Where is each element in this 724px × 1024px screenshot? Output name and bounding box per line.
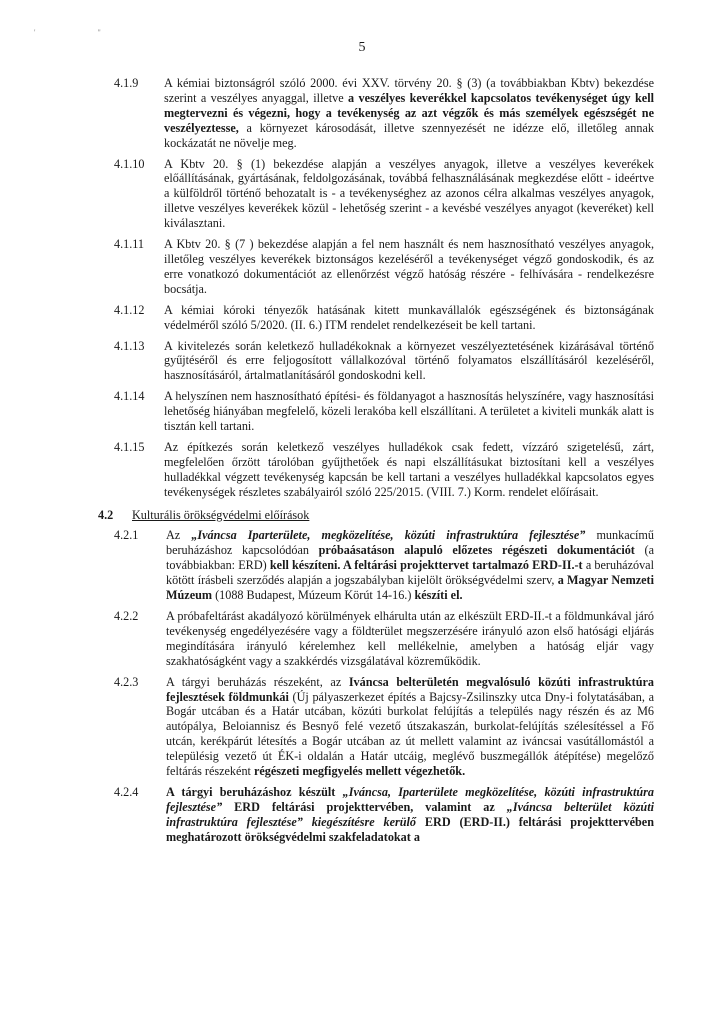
- paragraph-item: [114, 440, 654, 500]
- text-run: A próbafeltárást akadályozó körülmények elhárulta után az elkészült ERD-II.-t a földmunkával járó tevékenység engedélyezésére vagy a földterület megszerzésére irányuló azon első hatósági eljárás megindítására irányuló kérelemhez kell mellékelnie, amelyben a hatóság eljár vagy szakhatóságként vagy a szakkérdés vizsgálatával közreműködik.: [166, 609, 654, 668]
- text-run: a veszélyes keverékkel kapcsolatos tevékenységet úgy kell megtervezni és végezni, hogy a tevékenység az azt végzők és más személyek egészségét ne veszélyeztesse,: [164, 90, 654, 135]
- section-4-2-list: [114, 528, 654, 844]
- text-run: A tárgyi beruházáshoz készült: [166, 784, 343, 799]
- text-run: „Iváncsa belterület közúti infrastruktúra fejlesztése” kiegészítésre kerülő: [166, 799, 654, 829]
- paragraph-number: 4.1.11: [114, 237, 145, 252]
- paragraph-text: [166, 675, 654, 779]
- paragraph-number: 4.2.4: [114, 784, 139, 799]
- paragraph-item: [114, 609, 654, 669]
- document-body: [98, 76, 655, 851]
- scan-marks: ' ": [34, 28, 131, 37]
- text-run: a beruházóval kötött írásbeli szerződés alapján a jogszabályban kijelölt örökségvédelmi szerv,: [166, 558, 654, 588]
- text-run: Iváncsa belterületén megvalósuló közúti infrastruktúra fejlesztések földmunkái: [166, 674, 654, 704]
- text-run: „Iváncsa Iparterülete, megközelítése, közúti infrastruktúra fejlesztése”: [191, 528, 586, 543]
- paragraph-number: 4.1.12: [114, 302, 145, 317]
- page-number: 5: [358, 40, 366, 55]
- text-run: A kémiai biztonságról szóló 2000. évi XXV. törvény 20. § (3) (a továbbiakban Kbtv) bekezdése szerint a veszélyes anyaggal, illetve: [164, 76, 654, 105]
- section-4-1-list: [114, 76, 654, 500]
- paragraph-text: [164, 157, 654, 232]
- paragraph-text: [164, 389, 654, 434]
- text-run: Az: [166, 528, 192, 543]
- paragraph-item: [114, 157, 654, 232]
- text-run: A kivitelezés során keletkező hulladékoknak a környezet veszélyeztetésének kizárásával történő gyűjtéséről és erre feljogosított vállalkozóval történő folyamatos elszállításáról kezeléséről, hasznosításáról, ártalmatlanításáról gondoskodni kell.: [164, 338, 654, 383]
- text-run: Az építkezés során keletkező veszélyes hulladékok csak fedett, vízzáró szigetelésű, zárt, megfelelően őrzött tárolóban gyűjthetőek és napi elszállításukat biztosítani kell a veszélyes hulladékkal végzett tevékenység kapcsán be kell tartani a veszélyes hulladékkal kapcsolatos egyes tevékenységek részletes szabályairól szóló 225/2015. (VIII. 7.) Korm. rendelet előírásait.: [164, 439, 654, 499]
- text-run: ERD (ERD-II.) feltárási projekttervében meghatározott örökségvédelmi szakfeladatokat a: [166, 814, 654, 844]
- text-run: régészeti megfigyelés mellett végezhetők.: [253, 764, 466, 779]
- section-title: Kulturális örökségvédelmi előírások: [132, 507, 310, 522]
- paragraph-number: 4.2.1: [114, 528, 139, 543]
- paragraph-text: [164, 237, 654, 297]
- text-run: A Kbtv 20. § (1) bekezdése alapján a veszélyes anyagok, illetve a veszélyes keverékek előállításának, gyártásának, feldolgozásának, továbbá felhasználásának megkezdése előtt - ideértve a külföldről történő behozatalt is - a tevékenységhez az azonos célra alkalmas veszélyes anyagok, illetve veszélyes keverékek közül - lehetőség szerint - a kevésbé veszélyes anyagot (keveréket) kell kiválasztani.: [164, 156, 654, 231]
- section-heading: [98, 508, 654, 523]
- text-run: (1088 Budapest, Múzeum Körút 14-16.): [212, 588, 415, 603]
- text-run: próbaásatáson alapuló előzetes régészeti dokumentációt: [318, 543, 635, 558]
- text-run: ERD feltárási projekttervében, valamint az: [222, 799, 507, 814]
- paragraph-number: 4.1.10: [114, 156, 145, 171]
- text-run: A Kbtv 20. § (7 ) bekezdése alapján a fel nem használt és nem hasznosítható veszélyes anyagok, illetőleg veszélyes keverékek biztonságos kezeléséről a tevékenységet végző gondoskodik, és az erre vonatkozó dokumentációt az ellenőrzést végző hatóság részére - felhívására - rendelkezésre bocsátja.: [164, 237, 654, 296]
- paragraph-item: [114, 76, 654, 151]
- paragraph-number: 4.1.15: [114, 439, 145, 454]
- text-run: A tárgyi beruházás részeként, az: [166, 674, 349, 689]
- paragraph-text: [164, 339, 654, 384]
- text-run: (a továbbiakban: ERD): [166, 543, 655, 573]
- paragraph-number: 4.1.13: [114, 338, 145, 353]
- paragraph-text: [166, 609, 654, 669]
- paragraph-number: 4.2.3: [114, 674, 139, 689]
- paragraph-text: [166, 528, 654, 603]
- text-run: a környezet károsodását, illetve szennyezését ne idézze elő, illetőleg annak kockázatát ne növelje meg.: [164, 120, 654, 150]
- text-run: „Iváncsa, Iparterülete megközelítése, közúti infrastruktúra fejlesztése”: [166, 784, 654, 814]
- paragraph-item: [114, 237, 654, 297]
- paragraph-item: [114, 675, 654, 779]
- text-run: (Új pályaszerkezet építés a Bajcsy-Zsilinszky utca Dny-i folytatásában, a Bogár utcában és a Határ utcában, közúti burkolat felújítás a település nagy részén és az M6 autópálya, Beloiannisz és Besnyő felé vezető útszakaszán, burkolat-felújítás szélesítéssel a Fő utcán, kerékpárút létesítés a Bogár utcában az út mellett valamint az iváncsai vasútállomástól a településig vezető út ÉK-i oldalán a Határ utcáig, meglévő buszmegállók átépítése) megelőző feltárás részeként: [166, 689, 654, 779]
- paragraph-number: 4.1.9: [114, 76, 139, 90]
- text-run: kell készíteni. A feltárási projekttervet tartalmazó ERD-II.-t: [269, 558, 583, 573]
- text-run: munkacímű beruházáshoz kapcsolódóan: [166, 528, 654, 558]
- text-run: készíti el.: [414, 588, 463, 603]
- paragraph-text: [164, 440, 654, 500]
- text-run: a Magyar Nemzeti Múzeum: [166, 573, 654, 603]
- text-run: A helyszínen nem hasznosítható építési- és földanyagot a hasznosítás helyszínére, vagy hasznosítási lehetőség hiányában megfelelő, közeli lerakóba kell elszállítani. A területet a kiviteli munkák alatt is tisztán kell tartani.: [164, 389, 654, 434]
- paragraph-item: [114, 389, 654, 434]
- paragraph-item: [114, 528, 654, 603]
- section-number: 4.2: [98, 507, 114, 522]
- paragraph-item: [114, 339, 654, 384]
- paragraph-number: 4.2.2: [114, 609, 139, 623]
- paragraph-text: [164, 76, 654, 151]
- paragraph-text: [166, 785, 654, 845]
- paragraph-item: [114, 785, 654, 845]
- paragraph-text: [164, 303, 654, 333]
- paragraph-number: 4.1.14: [114, 389, 145, 404]
- paragraph-item: [114, 303, 654, 333]
- text-run: A kémiai kóroki tényezők hatásának kitett munkavállalók egészségének és biztonságának védelméről szóló 5/2020. (II. 6.) ITM rendelet rendelkezéseit be kell tartani.: [164, 302, 654, 332]
